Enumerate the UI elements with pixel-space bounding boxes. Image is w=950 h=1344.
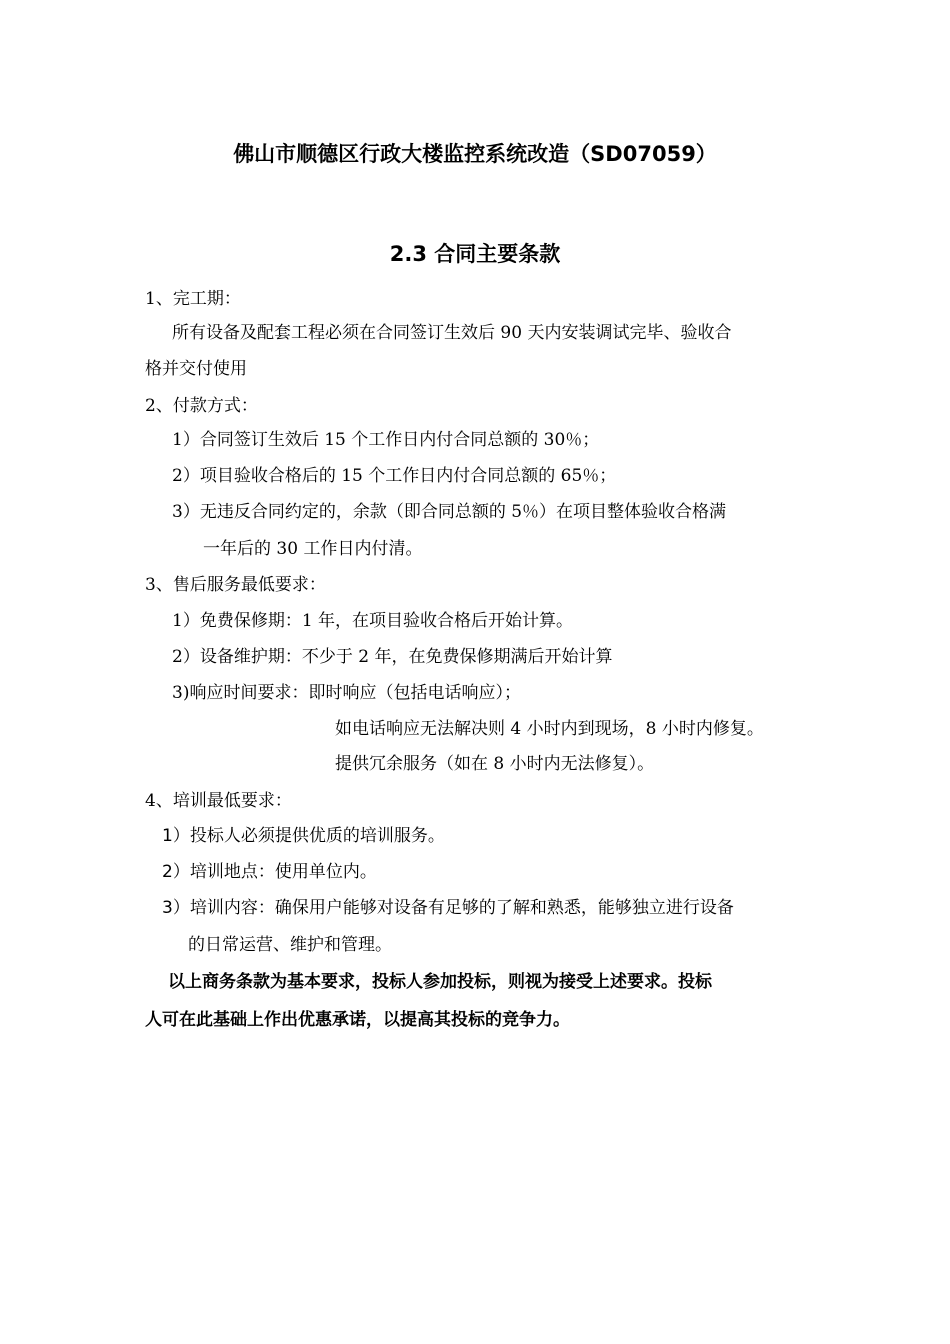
payment-item-3-line-2: 一年后的 30 工作日内付清。 (203, 539, 423, 559)
closing-paragraph-line-1: 以上商务条款为基本要求，投标人参加投标，则视为接受上述要求。投标 (168, 972, 712, 992)
service-item-3-line-2: 如电话响应无法解决则 4 小时内到现场，8 小时内修复。 (335, 719, 764, 739)
payment-item-2: 2）项目验收合格后的 15 个工作日内付合同总额的 65％； (172, 466, 617, 486)
closing-paragraph-line-2: 人可在此基础上作出优惠承诺，以提高其投标的竞争力。 (145, 1010, 570, 1030)
section-3-heading: 3、售后服务最低要求： (145, 575, 326, 595)
training-item-3-line-2: 的日常运营、维护和管理。 (188, 935, 392, 955)
service-item-3-line-3: 提供冗余服务（如在 8 小时内无法修复）。 (335, 754, 655, 774)
section-1-heading: 1、完工期： (145, 289, 241, 309)
section-4-heading: 4、培训最低要求： (145, 791, 292, 811)
payment-item-3-line-1: 3）无违反合同约定的，余款（即合同总额的 5％）在项目整体验收合格满 (172, 502, 727, 522)
payment-item-1: 1）合同签订生效后 15 个工作日内付合同总额的 30％； (172, 430, 600, 450)
section-1-paragraph-line-1: 所有设备及配套工程必须在合同签订生效后 90 天内安装调试完毕、验收合 (172, 323, 732, 343)
service-item-1: 1）免费保修期：1 年，在项目验收合格后开始计算。 (172, 611, 574, 631)
section-heading: 2.3 合同主要条款 (389, 242, 561, 266)
training-item-2: 2）培训地点：使用单位内。 (162, 862, 377, 882)
service-item-2: 2）设备维护期：不少于 2 年，在免费保修期满后开始计算 (172, 647, 613, 667)
document-title: 佛山市顺德区行政大楼监控系统改造（SD07059） (233, 142, 717, 166)
training-item-3-line-1: 3）培训内容：确保用户能够对设备有足够的了解和熟悉，能够独立进行设备 (162, 898, 734, 918)
section-1-paragraph-line-2: 格并交付使用 (145, 359, 247, 379)
section-2-heading: 2、付款方式： (145, 396, 258, 416)
training-item-1: 1）投标人必须提供优质的培训服务。 (162, 826, 445, 846)
service-item-3-line-1: 3)响应时间要求：即时响应（包括电话响应）； (172, 683, 521, 703)
